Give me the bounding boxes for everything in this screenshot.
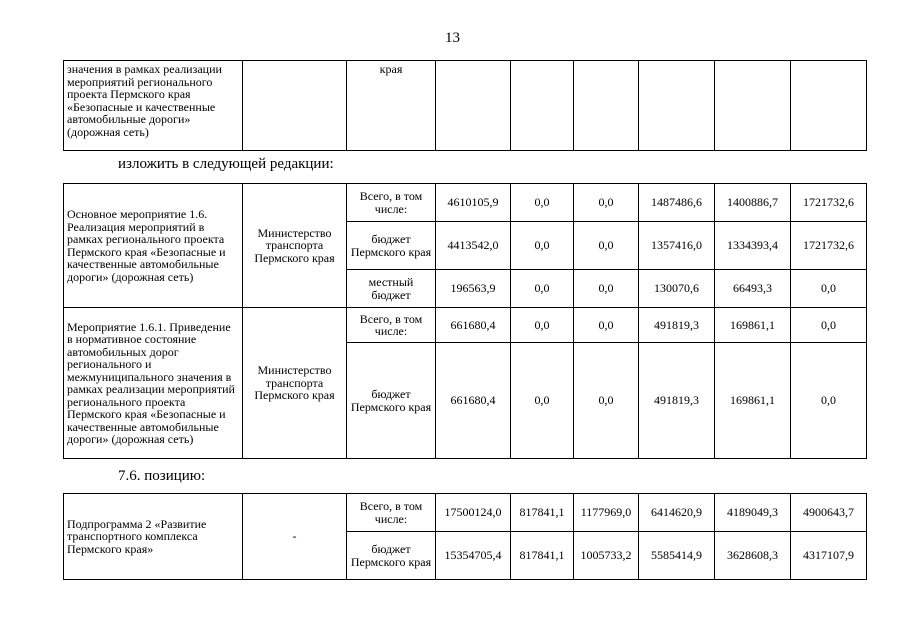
subprogram-executor: - [243, 494, 347, 580]
row-source: Всего, в том числе: [347, 308, 436, 343]
value-cell: 15354705,4 [436, 532, 511, 580]
fragment-name: значения в рамках реализации мероприятий регионального проекта Пермского края «Безопасные и качественные автомобильные дороги» (дорожная сеть) [64, 61, 243, 151]
value-cell: 491819,3 [639, 343, 715, 459]
value-cell: 0,0 [511, 270, 574, 308]
value-cell: 1005733,2 [574, 532, 639, 580]
group-executor: Министерство транспорта Пермского края [243, 308, 347, 459]
value-cell: 4189049,3 [715, 494, 791, 532]
table-fragment [63, 60, 867, 151]
value-cell: 0,0 [511, 184, 574, 222]
row-source: Всего, в том числе: [347, 494, 436, 532]
group-name: Основное мероприятие 1.6. Реализация мероприятий в рамках регионального проекта Пермского края «Безопасные и качественные автомобильные дороги» (дорожная сеть) [64, 184, 243, 308]
heading-position: 7.6. позицию: [118, 468, 206, 484]
value-cell: 1721732,6 [791, 222, 867, 270]
value-cell: 4900643,7 [791, 494, 867, 532]
value-cell: 196563,9 [436, 270, 511, 308]
value-cell: 0,0 [511, 343, 574, 459]
value-cell: 817841,1 [511, 494, 574, 532]
table-subprogram [63, 493, 867, 580]
value-cell: 1334393,4 [715, 222, 791, 270]
group-executor: Министерство транспорта Пермского края [243, 184, 347, 308]
value-cell: 4317107,9 [791, 532, 867, 580]
value-cell: 130070,6 [639, 270, 715, 308]
table-main [63, 183, 867, 459]
value-cell: 0,0 [574, 343, 639, 459]
value-cell: 0,0 [511, 222, 574, 270]
value-cell: 4413542,0 [436, 222, 511, 270]
value-cell: 0,0 [574, 184, 639, 222]
value-cell: 4610105,9 [436, 184, 511, 222]
value-cell: 5585414,9 [639, 532, 715, 580]
row-source: местный бюджет [347, 270, 436, 308]
value-cell: 66493,3 [715, 270, 791, 308]
value-cell: 0,0 [791, 343, 867, 459]
value-cell: 0,0 [511, 308, 574, 343]
value-cell: 491819,3 [639, 308, 715, 343]
value-cell: 1487486,6 [639, 184, 715, 222]
row-source: бюджет Пермского края [347, 343, 436, 459]
value-cell: 17500124,0 [436, 494, 511, 532]
value-cell: 1721732,6 [791, 184, 867, 222]
value-cell: 661680,4 [436, 343, 511, 459]
subprogram-name: Подпрограмма 2 «Развитие транспортного комплекса Пермского края» [64, 494, 243, 580]
value-cell: 3628608,3 [715, 532, 791, 580]
row-source: бюджет Пермского края [347, 222, 436, 270]
value-cell: 1357416,0 [639, 222, 715, 270]
value-cell: 1177969,0 [574, 494, 639, 532]
fragment-source: края [347, 61, 436, 151]
value-cell: 1400886,7 [715, 184, 791, 222]
value-cell: 0,0 [574, 308, 639, 343]
row-source: бюджет Пермского края [347, 532, 436, 580]
value-cell: 0,0 [791, 308, 867, 343]
value-cell: 0,0 [791, 270, 867, 308]
group-name: Мероприятие 1.6.1. Приведение в нормативное состояние автомобильных дорог регионального и межмуниципального значения в рамках реализации мероприятий региональнoго проекта Пермского края «Безопасные и качественные автомобильные дороги» (дорожная сеть) [64, 308, 243, 459]
value-cell: 661680,4 [436, 308, 511, 343]
value-cell: 817841,1 [511, 532, 574, 580]
table-row [64, 494, 867, 532]
table-row [64, 308, 867, 343]
value-cell: 169861,1 [715, 308, 791, 343]
value-cell: 0,0 [574, 222, 639, 270]
value-cell: 6414620,9 [639, 494, 715, 532]
heading-edit: изложить в следующей редакции: [118, 156, 334, 172]
row-source: Всего, в том числе: [347, 184, 436, 222]
table-row [64, 184, 867, 222]
value-cell: 169861,1 [715, 343, 791, 459]
page-number: 13 [445, 30, 460, 46]
value-cell: 0,0 [574, 270, 639, 308]
